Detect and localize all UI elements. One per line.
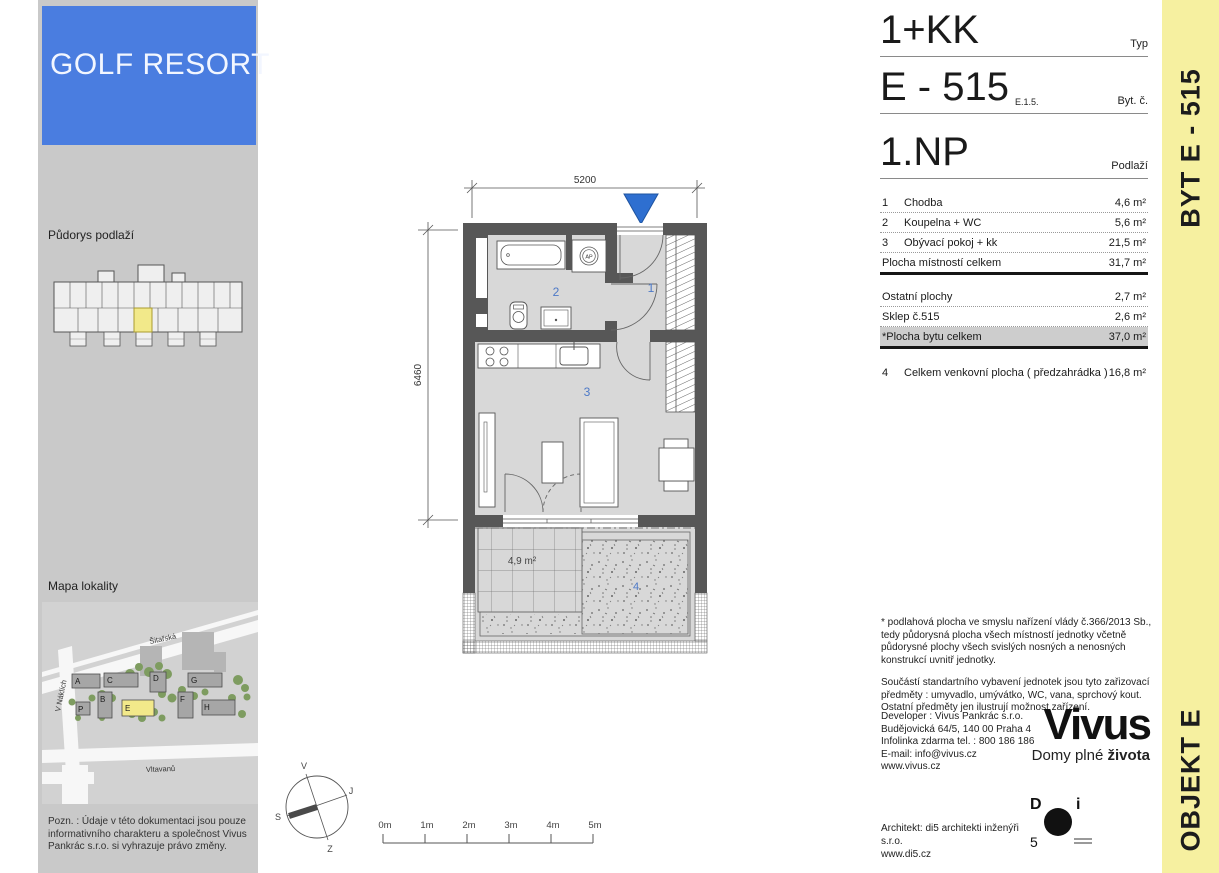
table-row (880, 307, 1148, 327)
terrace-area-label: 4,9 m² (507, 556, 537, 567)
row-name: Celkem venkovní plocha ( předzahrádka ) (904, 367, 1108, 379)
di5-letter-i: i (1076, 796, 1081, 813)
row-num: 1 (882, 197, 889, 209)
developer-line: Infolinka zdarma tel. : 800 186 186 (881, 736, 1035, 747)
fence-hatch-right (695, 593, 707, 641)
bed-inner (584, 422, 614, 503)
floorplan-thumbnail-label: Půdorys podlaží (48, 228, 135, 242)
toilet (510, 302, 527, 329)
map-building-label: A (75, 677, 81, 686)
map-building-label: F (180, 695, 185, 704)
kitchen-counter (478, 342, 600, 368)
terrace-window-opening (503, 515, 638, 527)
floor-value: 1.NP (880, 130, 969, 174)
flat-total-row (880, 327, 1148, 349)
unit-code: E.1.5. (1014, 97, 1039, 107)
row-area: 2,6 m² (1114, 311, 1146, 323)
map-building-label: C (107, 676, 113, 685)
di5-smallprint-line (1074, 842, 1092, 844)
unit-type-value: 1+KK (880, 8, 979, 52)
unit-number-label: Byt. č. (1117, 95, 1148, 107)
scale-bar (378, 820, 601, 843)
wardrobe-detail (484, 422, 487, 492)
row-area: 16,8 m² (1108, 367, 1146, 379)
row-num: 3 (882, 237, 889, 249)
left-wall-shafts (475, 235, 488, 342)
apartment-floorplan (260, 150, 760, 873)
architect-info (881, 822, 1041, 861)
row-name: Sklep č.515 (882, 311, 940, 323)
table-row (880, 233, 1148, 253)
row-name: *Plocha bytu celkem (882, 331, 982, 343)
builtin-closets (666, 235, 695, 412)
row-name: Plocha místností celkem (882, 257, 1002, 269)
dining-table (659, 448, 694, 481)
architect-line: Architekt: di5 architekti inženýři s.r.o. (881, 823, 1019, 847)
disclaimer-note: Pozn. : Údaje v této dokumentaci jsou pouze informativního charakteru a společnost Vivus Pankrác s.r.o. si vyhrazuje právo změny. (48, 816, 247, 852)
room-label-living: 3 (583, 385, 591, 399)
scale-tick-label: 2m (462, 820, 476, 831)
map-building-label: P (78, 705, 84, 714)
entrance-arrow-icon (624, 194, 658, 224)
vivus-wordmark: Vivus (1043, 700, 1150, 749)
room-label-hall: 1 (647, 281, 655, 295)
room-label-garden: 4 (632, 581, 640, 593)
architect-website: www.di5.cz (881, 849, 932, 860)
unit-type-row (880, 10, 1148, 57)
bathtub (497, 241, 565, 269)
compass-s: S (274, 812, 282, 822)
dimension-line-left (418, 222, 458, 528)
dimension-height-value: 6460 (413, 363, 424, 387)
row-num: 4 (882, 367, 889, 379)
street-name-top: Šitařská (148, 631, 177, 646)
compass-z: Z (327, 844, 333, 854)
unit-info-panel (880, 10, 1148, 382)
scale-tick-label: 5m (588, 820, 602, 831)
compass-j: J (348, 786, 354, 796)
strip-unit-label: BYT E - 515 (1175, 68, 1205, 228)
location-map-label: Mapa lokality (48, 579, 119, 593)
garden-strip (482, 614, 582, 634)
map-building-label: G (191, 676, 198, 685)
row-area: 4,6 m² (1114, 197, 1146, 209)
unit-type-label: Typ (1130, 38, 1148, 50)
table-row (880, 213, 1148, 233)
side-strip (1162, 0, 1219, 873)
vivus-tagline (1026, 747, 1150, 764)
outdoor-area (463, 527, 707, 653)
map-building-label: E (125, 704, 131, 713)
row-name: Ostatní plochy (882, 291, 953, 303)
row-name: Koupelna + WC (904, 217, 982, 229)
row-area: 2,7 m² (1114, 291, 1146, 303)
outdoor-row (880, 363, 1148, 382)
street-name-left: V Náklích (53, 679, 69, 713)
room-label-bath: 2 (552, 285, 560, 299)
chair (664, 481, 688, 491)
unit-number-value: E - 515 (880, 65, 1009, 109)
highlighted-unit-marker (134, 308, 152, 332)
washing-machine (572, 240, 606, 272)
map-building-label: B (100, 695, 106, 704)
vivus-logo (1026, 700, 1150, 764)
scale-tick-label: 4m (546, 820, 560, 831)
di5-logo (1030, 796, 1096, 854)
floor-label: Podlaží (1111, 160, 1148, 172)
developer-line: Budějovická 64/5, 140 00 Praha 4 (881, 723, 1032, 735)
row-area: 31,7 m² (1108, 257, 1146, 269)
scale-tick-label: 0m (378, 820, 392, 831)
street-name-bottom: Vltavanů (145, 763, 176, 774)
fence-hatch-bottom (463, 641, 707, 653)
strip-building-label: OBJEKT E (1175, 708, 1205, 852)
entrance-door-opening (617, 223, 663, 235)
developer-line: Developer : Vivus Pankrác s.r.o. (881, 711, 1024, 722)
brand-banner: GOLF RESORT (42, 6, 256, 145)
sidebar (38, 0, 270, 873)
di5-smallprint-line (1074, 838, 1092, 840)
building-floor-thumbnail (48, 252, 248, 360)
footnote-1: * podlahová plocha ve smyslu nařízení vlády č.366/2013 Sb., tedy půdorysná plocha všech místností jednotky včetně půdorysné plochy všech svislých nosných a nenosných konstrukcí uvnitř jednotky. (881, 617, 1152, 666)
table-row (880, 287, 1148, 307)
developer-info (881, 711, 1041, 774)
map-building-label: H (204, 703, 210, 712)
map-building-label: D (153, 674, 159, 683)
row-area: 21,5 m² (1108, 237, 1146, 249)
location-map (42, 602, 258, 804)
scale-tick-label: 3m (504, 820, 518, 831)
scale-tick-label: 1m (420, 820, 434, 831)
footnote-2: Součástí standartního vybavení jednotek jsou tyto zařizovací předměty : umyvadlo, umývátko, WC, vana, sprchový kout. Ostatní předměty jen ilustrují možnost zařízení. (881, 677, 1150, 713)
di5-digit-5: 5 (1030, 834, 1038, 850)
bathroom-sink-cabinet (541, 307, 571, 329)
terrace-tiles (478, 528, 582, 612)
di5-circle-icon (1044, 808, 1072, 836)
row-area: 37,0 m² (1108, 331, 1146, 343)
di5-letter-d: D (1030, 796, 1042, 813)
floor-row (880, 124, 1148, 179)
developer-website: www.vivus.cz (881, 761, 941, 772)
row-area: 5,6 m² (1114, 217, 1146, 229)
tagline-regular: Domy plné (1031, 746, 1108, 764)
side-table (542, 442, 563, 483)
tagline-bold: života (1107, 746, 1150, 764)
unit-number-row (880, 67, 1148, 114)
dimension-width-value: 5200 (573, 175, 597, 186)
washer-label: AP (585, 254, 593, 261)
compass-icon (275, 761, 353, 854)
row-num: 2 (882, 217, 889, 229)
row-name: Obývací pokoj + kk (904, 237, 998, 249)
row-name: Chodba (904, 197, 943, 209)
compass-v: V (300, 761, 308, 771)
table-row (880, 193, 1148, 213)
chair (664, 439, 688, 449)
developer-email: E-mail: info@vivus.cz (881, 748, 977, 760)
rooms-total-row (880, 253, 1148, 275)
